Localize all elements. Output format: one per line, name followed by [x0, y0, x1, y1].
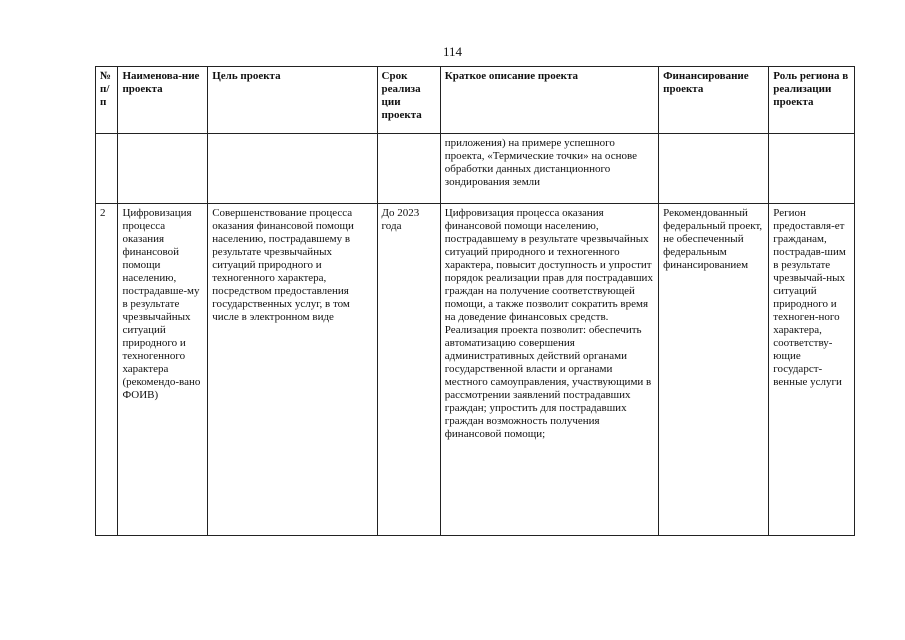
- header-term: Срок реализа ции проекта: [377, 67, 440, 134]
- cell-financing: Рекомендованный федеральный проект, не обеспеченный федеральным финансированием: [659, 204, 769, 536]
- table-row: [96, 204, 855, 536]
- cell-role: [769, 134, 855, 204]
- page-number: 114: [442, 44, 463, 59]
- cell-goal: Совершенствование процесса оказания финансовой помощи населению, пострадавшему в результате чрезвычайных ситуаций природного и техногенного характера, посредством предоставления государственных услуг, в том числе в электронном виде: [208, 204, 377, 536]
- header-role: Роль региона в реализации проекта: [769, 67, 855, 134]
- cell-description: приложения) на примере успешного проекта, «Термические точки» на основе обработки данных дистанционного зондирования земли: [440, 134, 658, 204]
- cell-description: Цифровизация процесса оказания финансовой помощи населению, пострадавшему в результате чрезвычайных ситуаций природного и техногенного характера, повысит доступность и упростит порядок реализации прав для пострадавших граждан на получение соответствующей помощи, а также позволит сократить время на доведение финансовых средств. Реализация проекта позволит: обеспечить автоматизацию совершения административных действий органами государственной власти и органами местного самоуправления, участвующими в рассмотрении заявлений пострадавших граждан; упростить для пострадавших граждан возможность получения финансовой помощи;: [440, 204, 658, 536]
- table-header-row: [96, 67, 855, 134]
- header-financing: Финансирование проекта: [659, 67, 769, 134]
- cell-role: Регион предоставля-ет гражданам, пострадав-шим в результате чрезвычай-ных ситуаций природного и техноген-ного характера, соответству-ющие государст-венные услуги: [769, 204, 855, 536]
- cell-financing: [659, 134, 769, 204]
- header-description: Краткое описание проекта: [440, 67, 658, 134]
- projects-table: [95, 66, 855, 536]
- header-goal: Цель проекта: [208, 67, 377, 134]
- cell-name: [118, 134, 208, 204]
- cell-term: До 2023 года: [377, 204, 440, 536]
- cell-num: [96, 134, 118, 204]
- header-num: № п/п: [96, 67, 118, 134]
- cell-term: [377, 134, 440, 204]
- cell-goal: [208, 134, 377, 204]
- header-name: Наименова-ние проекта: [118, 67, 208, 134]
- cell-name: Цифровизация процесса оказания финансовой помощи населению, пострадавше-му в результате чрезвычайных ситуаций природного и техногенного характера (рекомендо-вано ФОИВ): [118, 204, 208, 536]
- cell-num: 2: [96, 204, 118, 536]
- table-row: [96, 134, 855, 204]
